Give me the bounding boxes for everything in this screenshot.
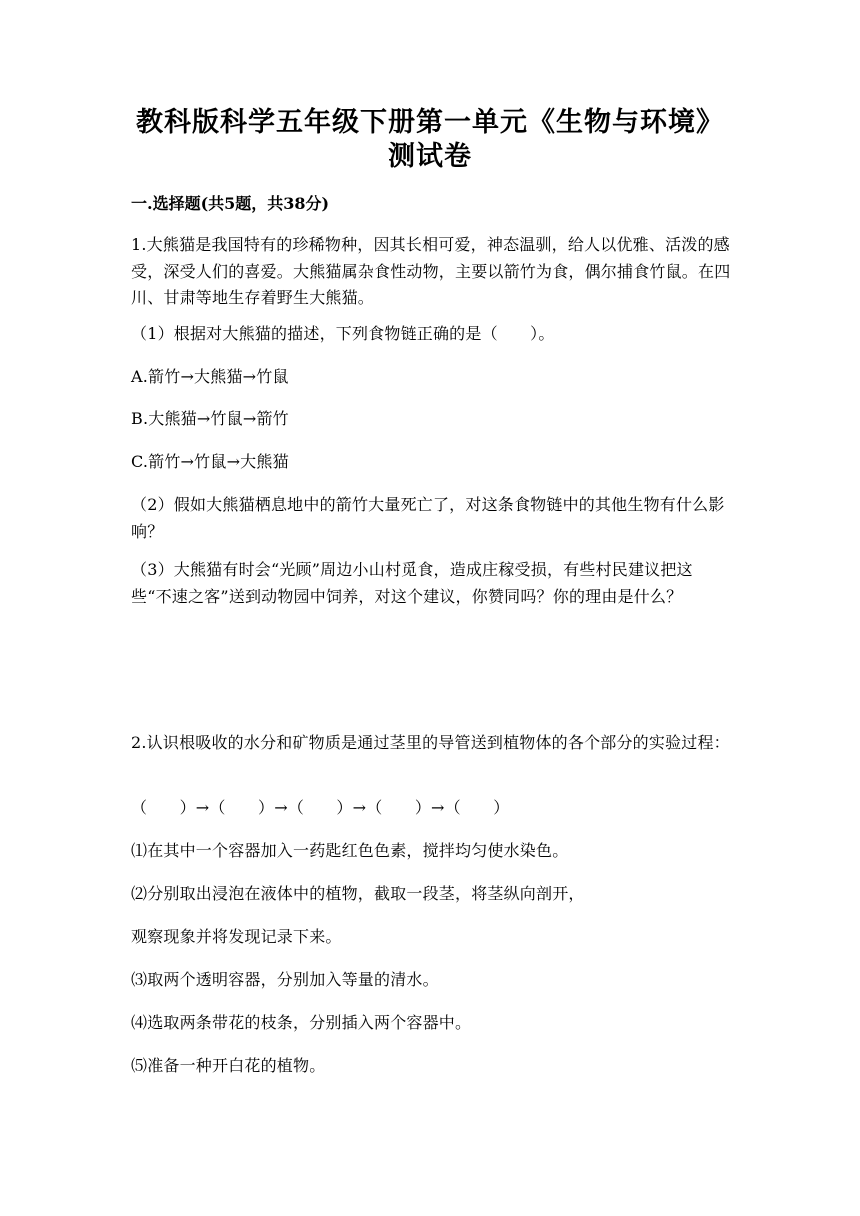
step-5: ⑸准备一种开白花的植物。 — [131, 1056, 326, 1075]
step-4: ⑷选取两条带花的枝条，分别插入两个容器中。 — [131, 1013, 472, 1032]
page-title: 教科版科学五年级下册第一单元《生物与环境》测试卷 — [136, 107, 724, 172]
step-2: ⑵分别取出浸泡在液体中的植物，截取一段茎，将茎纵向剖开， — [131, 884, 585, 903]
option-c: C.箭竹→竹鼠→大熊猫 — [131, 452, 289, 471]
step-2-continued: 观察现象并将发现记录下来。 — [131, 927, 342, 946]
step-3: ⑶取两个透明容器，分别加入等量的清水。 — [131, 970, 439, 989]
step-1: ⑴在其中一个容器加入一药匙红色色素，搅拌均匀使水染色。 — [131, 841, 569, 860]
option-a: A.箭竹→大熊猫→竹鼠 — [131, 367, 289, 386]
section-heading: 一.选择题(共5题，共38分) — [131, 194, 330, 213]
question-1-sub-1: （1）根据对大熊猫的描述，下列食物链正确的是（ ）。 — [131, 324, 555, 343]
answer-sequence-blanks: （ ）→（ ）→（ ）→（ ）→（ ） — [131, 798, 510, 817]
question-1-sub-3: （3）大熊猫有时会“光顾”周边小山村觅食，造成庄稼受损，有些村民建议把这些“不速之客”送到动物园中饲养，对这个建议，你赞同吗？你的理由是什么？ — [131, 560, 693, 606]
option-b: B.大熊猫→竹鼠→箭竹 — [131, 409, 289, 428]
question-1-sub-2: （2）假如大熊猫栖息地中的箭竹大量死亡了，对这条食物链中的其他生物有什么影响？ — [131, 495, 725, 541]
question-2-stem: 2.认识根吸收的水分和矿物质是通过茎里的导管送到植物体的各个部分的实验过程： — [131, 733, 730, 752]
question-1-stem: 1.大熊猫是我国特有的珍稀物种，因其长相可爱，神态温驯，给人以优雅、活泼的感受，深受人们的喜爱。大熊猫属杂食性动物，主要以箭竹为食，偶尔捕食竹鼠。在四川、甘肃等地生存着野生大熊猫。 — [131, 235, 731, 307]
